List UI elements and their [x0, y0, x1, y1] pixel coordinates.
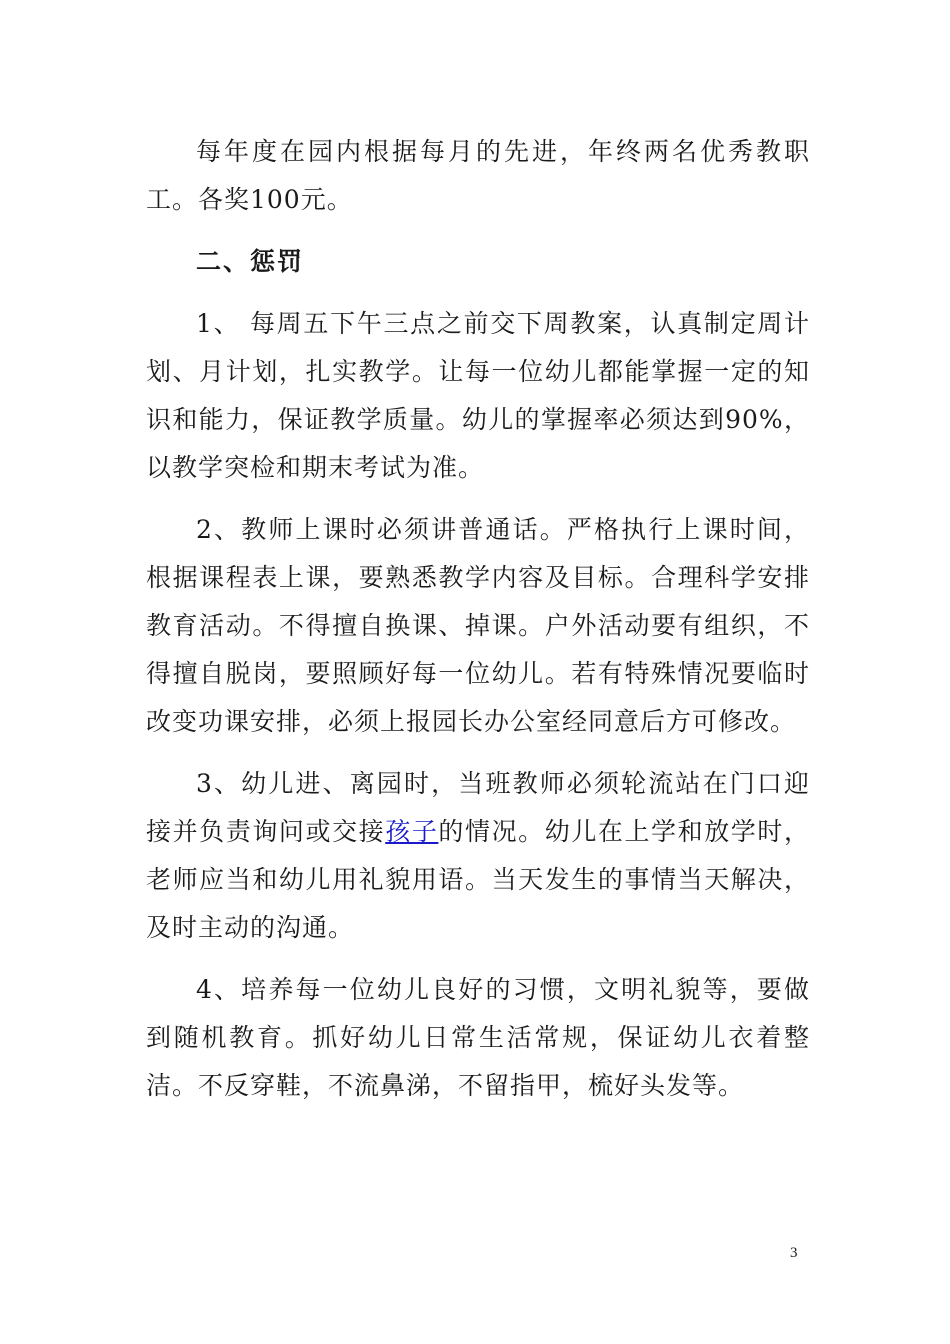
paragraph-rule-1: 1、 每周五下午三点之前交下周教案，认真制定周计划、月计划，扎实教学。让每一位幼儿都能掌握一定的知识和能力，保证教学质量。幼儿的掌握率必须达到90%，以教学突检和期末考试为准。 — [146, 309, 810, 482]
paragraph-rule-3-text-start: 3、幼儿进、离园时，当班教师必须轮流站在门口迎接并负责询问或交接 — [146, 769, 810, 846]
page-number: 3 — [790, 1245, 798, 1261]
paragraph-rule-2: 2、教师上课时必须讲普通话。严格执行上课时间，根据课程表上课，要熟悉教学内容及目标。合理科学安排教育活动。不得擅自换课、掉课。户外活动要有组织，不得擅自脱岗，要照顾好每一位幼儿。若有特殊情况要临时改变功课安排，必须上报园长办公室经同意后方可修改。 — [146, 515, 810, 736]
child-link[interactable]: 孩子 — [385, 817, 439, 846]
document-body — [146, 128, 810, 1124]
paragraph-rule-3 — [146, 760, 810, 952]
paragraph-rule-4: 4、培养每一位幼儿良好的习惯，文明礼貌等，要做到随机教育。抓好幼儿日常生活常规，保证幼儿衣着整洁。不反穿鞋，不流鼻涕，不留指甲，梳好头发等。 — [146, 975, 810, 1100]
paragraph-award: 每年度在园内根据每月的先进，年终两名优秀教职工。各奖100元。 — [146, 137, 810, 214]
paragraph-rule-3-text-end: 的情况。幼儿在上学和放学时，老师应当和幼儿用礼貌用语。当天发生的事情当天解决，及时主动的沟通。 — [146, 817, 810, 942]
section-heading-penalty: 二、惩罚 — [196, 247, 305, 276]
